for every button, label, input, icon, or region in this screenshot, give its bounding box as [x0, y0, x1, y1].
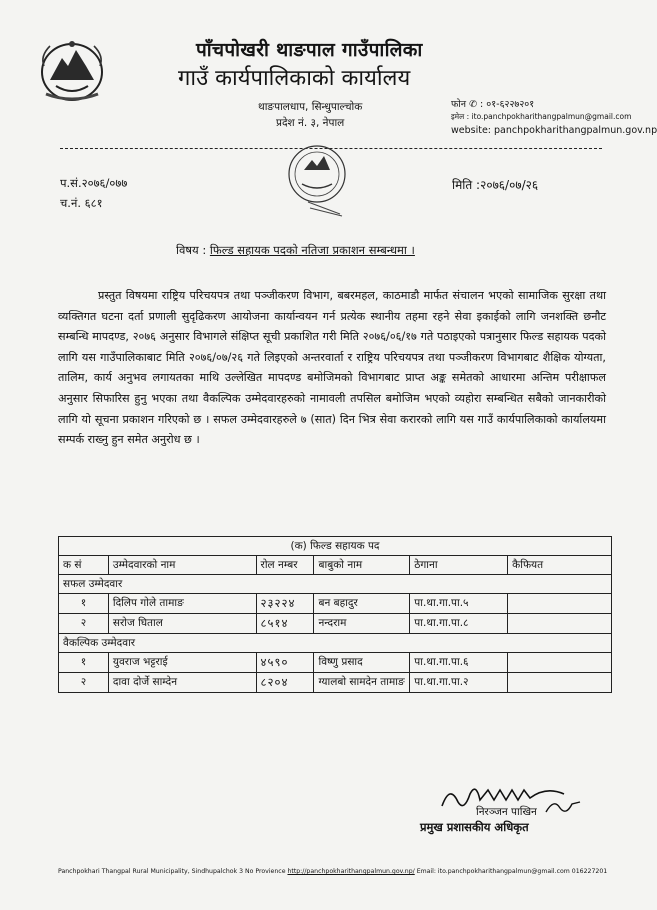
signatory-name: निरञ्जन पाखिन: [476, 806, 537, 818]
cell-father: विष्णु प्रसाद: [314, 653, 410, 673]
cell-address: पा.था.गा.पा.५: [410, 594, 508, 614]
website-address: website: panchpokharithangpalmun.gov.np: [451, 125, 657, 136]
col-header-address: ठेगाना: [410, 556, 508, 575]
cell-address: पा.था.गा.पा.६: [410, 653, 508, 673]
cell-remarks: [508, 594, 612, 614]
cell-name: युवराज भट्टराई: [108, 653, 256, 673]
footer: [58, 868, 607, 875]
phone-number: फोन ✆ : ०१-६२२७२०१: [451, 99, 535, 110]
municipality-name: पाँचपोखरी थाङपाल गाउँपालिका: [196, 39, 423, 61]
cell-remarks: [508, 614, 612, 634]
signatory-title: प्रमुख प्रशासकीय अधिकृत: [420, 820, 529, 834]
results-table: [58, 536, 612, 693]
notice-body: [58, 286, 606, 451]
cell-father: ग्यालबो सामदेन तामाङ: [314, 673, 410, 693]
col-header-roll: रोल नम्बर: [256, 556, 314, 575]
table-title: (क) फिल्ड सहायक पद: [59, 537, 612, 556]
subject-line: [176, 243, 415, 258]
cell-roll: २३२२४: [256, 594, 314, 614]
email-address: इमेल : ito.panchpokharithangpalmun@gmail.com: [451, 112, 632, 121]
table-row: [59, 594, 612, 614]
col-header-sn: क सं: [59, 556, 109, 575]
letter-number: प.सं.२०७६/०७७: [60, 176, 128, 190]
cell-name: सरोज घिताल: [108, 614, 256, 634]
cell-remarks: [508, 673, 612, 693]
col-header-remarks: कैफियत: [508, 556, 612, 575]
table-row: [59, 614, 612, 634]
footer-email: Email: ito.panchpokharithangpalmun@gmail.com: [416, 868, 570, 875]
cell-sn: १: [59, 653, 109, 673]
cell-roll: ८२०४: [256, 673, 314, 693]
table-row: [59, 653, 612, 673]
subject-label: विषय :: [176, 243, 207, 257]
cell-roll: ८५१४: [256, 614, 314, 634]
office-title: गाउँ कार्यपालिकाको कार्यालय: [178, 66, 411, 91]
dispatch-number: च.नं. ६८१: [60, 196, 103, 210]
cell-name: दिलिप गोले तामाङ: [108, 594, 256, 614]
col-header-name: उम्मेदवारको नाम: [108, 556, 256, 575]
cell-sn: २: [59, 673, 109, 693]
subject-text: फिल्ड सहायक पदको नतिजा प्रकाशन सम्बन्धमा ।: [209, 243, 415, 257]
footer-web-link[interactable]: http://panchpokharithangpalmun.gov.np/: [287, 868, 415, 875]
letter-date: मिति :२०७६/०७/२६: [452, 178, 539, 192]
address-line-2: प्रदेश नं. ३, नेपाल: [276, 117, 345, 129]
col-header-father: बाबुको नाम: [314, 556, 410, 575]
table-header-row: [59, 556, 612, 575]
section-success: सफल उम्मेदवार: [59, 575, 612, 594]
nepal-emblem-icon: [36, 36, 108, 104]
address-line-1: थाङपालधाप, सिन्धुपाल्चोक: [258, 101, 363, 113]
cell-father: बन बहादुर: [314, 594, 410, 614]
cell-sn: १: [59, 594, 109, 614]
cell-address: पा.था.गा.पा.८: [410, 614, 508, 634]
table-row: [59, 673, 612, 693]
cell-father: नन्दराम: [314, 614, 410, 634]
footer-org: Panchpokhari Thangpal Rural Municipality, Sindhupalchok 3 No Provience: [58, 868, 286, 875]
notice-paragraph: प्रस्तुत विषयमा राष्ट्रिय परिचयपत्र तथा पञ्जीकरण विभाग, बबरमहल, काठमाडौ मार्फत संचालन भएको सामाजिक सुरक्षा तथा व्यक्तिगत घटना दर्ता प्रणाली सुदृढिकरण आयोजना कार्यान्वयन गर्न प्रत्येक स्थानीय तहमा रहने सेवा इकाईको लागि जनशक्ति छनौट सम्बन्धि मापदण्ड, २०७६ अनुसार विभागले संक्षिप्त सूची प्रकाशित गरी मिति २०७६/०६/१७ गते पठाइएको पत्रानुसार फिल्ड सहायक पदको लागि यस गाउँपालिकाबाट मिति २०७६/०७/२६ गते लिइएको अन्तरवार्ता र राष्ट्रिय परिचयपत्र तथा पञ्जीकरण विभागबाट शैक्षिक योग्यता, तालिम, कार्य अनुभव लगायतका माथि उल्लेखित मापदण्ड बमोजिमको विभागबाट प्राप्त अङ्क समेतको आधारमा अन्तिम परीक्षाफल अनुसार सिफारिस हुनु भएका तथा वैकल्पिक उम्मेदवारहरुको नामावली तपसिल बमोजिम भएको व्यहोरा सम्बन्धित सबैको जानकारीको लागि यो सूचना प्रकाशन गरिएको छ । सफल उम्मेदवारहरुले ७ (सात) दिन भित्र सेवा करारको लागि यस गाउँ कार्यपालिकाको कार्यालयमा सम्पर्क राख्नु हुन समेत अनुरोध छ ।: [58, 289, 606, 447]
cell-roll: ४५९०: [256, 653, 314, 673]
footer-phone: 016227201: [571, 868, 608, 875]
cell-sn: २: [59, 614, 109, 634]
section-alternate: वैकल्पिक उम्मेदवार: [59, 634, 612, 653]
cell-address: पा.था.गा.पा.२: [410, 673, 508, 693]
cell-remarks: [508, 653, 612, 673]
cell-name: दावा दोर्जे साम्देन: [108, 673, 256, 693]
office-seal-icon: [280, 140, 354, 218]
